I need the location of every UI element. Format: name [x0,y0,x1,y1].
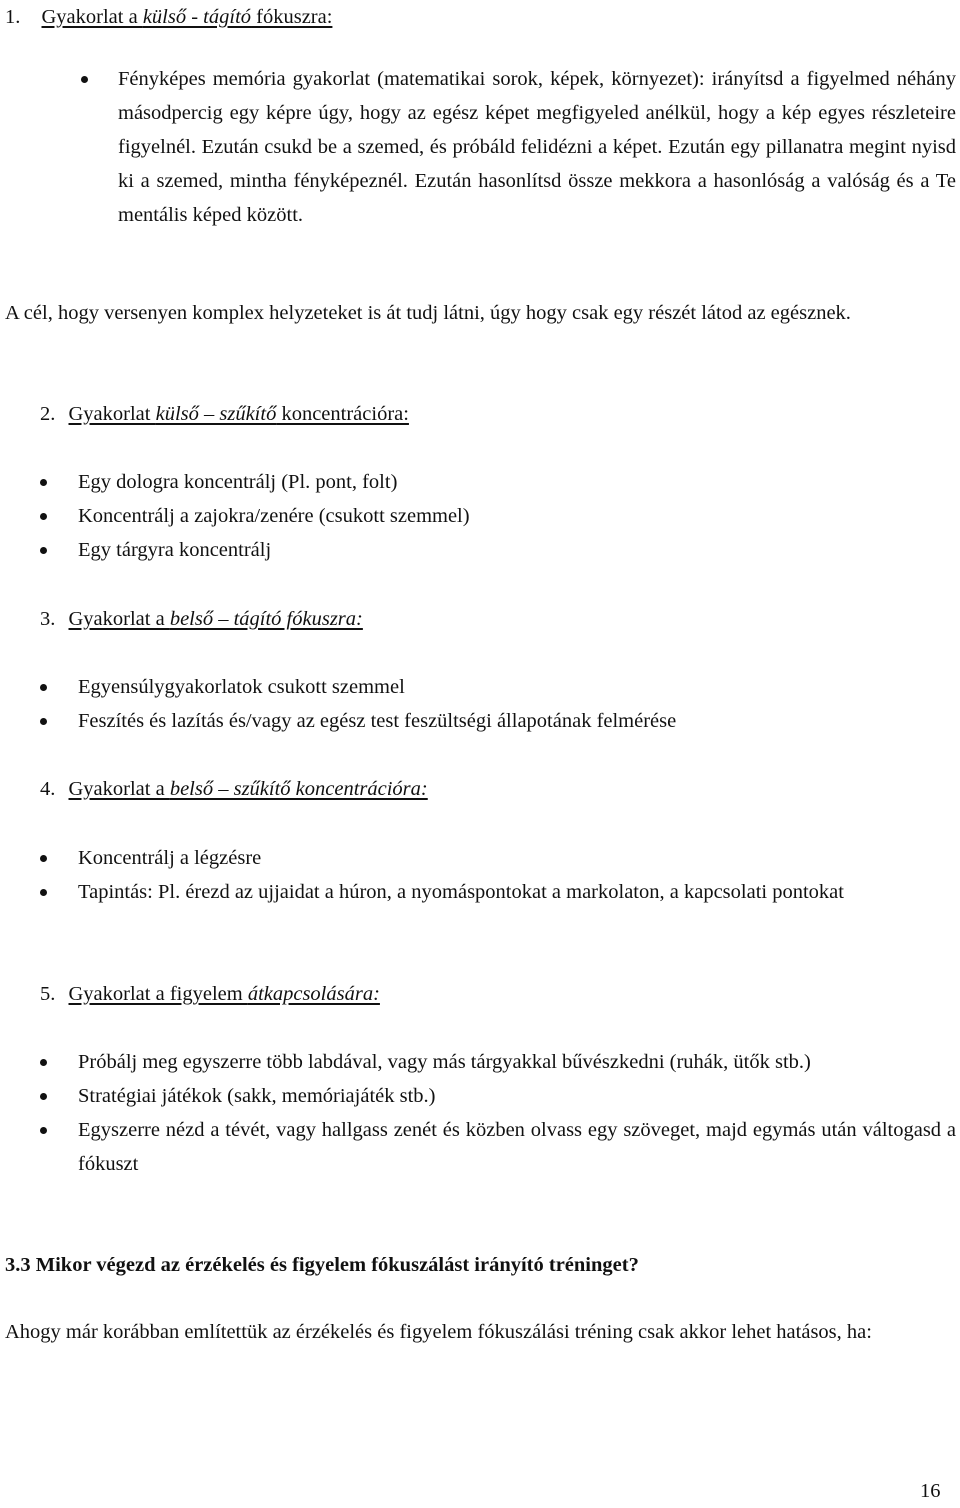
list-item: Koncentrálj a légzésre [0,841,956,875]
section-3-bullet-list [0,670,956,738]
section-1-title: Gyakorlat a külső - tágító fókuszra: [41,6,333,28]
section-2-heading [40,397,940,431]
section-4-bullet-list [0,841,956,909]
section-1-number: 1. [5,6,21,28]
bullet-icon [81,76,88,83]
section-2-bullet-list [0,465,956,567]
section-5-title: Gyakorlat a figyelem átkapcsolására: [68,983,380,1005]
bullet-icon [40,718,47,725]
bullet-icon [40,1093,47,1100]
section-1-heading [5,0,945,34]
section-2-number: 2. [40,403,56,425]
section-2-title: Gyakorlat külső – szűkítő koncentrációra: [68,403,409,425]
bullet-icon [40,684,47,691]
section-5-heading [40,977,940,1011]
section-3-number: 3. [40,608,56,630]
list-item: Egyensúlygyakorlatok csukott szemmel [0,670,956,704]
section-3-title: Gyakorlat a belső – tágító fókuszra: [68,608,363,630]
bullet-icon [40,855,47,862]
section-3-heading [40,602,940,636]
list-item: Fényképes memória gyakorlat (matematikai sorok, képek, környezet): irányítsd a figyelmed néhány másodpercig egy képre úgy, hogy az egész képet megfigyeled anélkül, hogy a kép egyes részleteire figyelnél. Ezután csukd be a szemed, és próbáld felidézni a képet. Ezután egy pillanatra megint nyisd ki a szemed, mintha fényképeznél. Ezután hasonlítsd össze mekkora a hasonlóság a valóság és a Te mentális képed között. [0,62,956,232]
section-1-bullet-list [0,62,956,232]
section-1-paragraph: A cél, hogy versenyen komplex helyzeteket is át tudj látni, úgy hogy csak egy részét látod az egésznek. [5,302,851,324]
page-number: 16 [920,1480,941,1502]
list-item: Stratégiai játékok (sakk, memóriajáték stb.) [0,1079,956,1113]
bullet-icon [40,547,47,554]
bullet-icon [40,1059,47,1066]
list-item: Próbálj meg egyszerre több labdával, vagy más tárgyakkal bűvészkedni (ruhák, ütők stb.) [0,1045,956,1079]
bullet-icon [40,479,47,486]
section-5-number: 5. [40,983,56,1005]
subsection-heading: 3.3 Mikor végezd az érzékelés és figyelem fókuszálást irányító tréninget? [5,1254,639,1276]
section-4-title: Gyakorlat a belső – szűkítő koncentrációra: [68,778,428,800]
list-item: Egy tárgyra koncentrálj [0,533,956,567]
list-item: Tapintás: Pl. érezd az ujjaidat a húron, a nyomáspontokat a markolaton, a kapcsolati pontokat [0,875,956,909]
bullet-icon [40,889,47,896]
section-4-heading [40,772,940,806]
list-item: Feszítés és lazítás és/vagy az egész test feszültségi állapotának felmérése [0,704,956,738]
bullet-icon [40,513,47,520]
list-item: Egy dologra koncentrálj (Pl. pont, folt) [0,465,956,499]
list-item: Koncentrálj a zajokra/zenére (csukott szemmel) [0,499,956,533]
bullet-icon [40,1127,47,1134]
section-4-number: 4. [40,778,56,800]
section-5-bullet-list [0,1045,956,1181]
closing-paragraph: Ahogy már korábban említettük az érzékelés és figyelem fókuszálási tréning csak akkor lehet hatásos, ha: [5,1321,872,1343]
list-item: Egyszerre nézd a tévét, vagy hallgass zenét és közben olvass egy szöveget, majd egymás után váltogasd a fókuszt [0,1113,956,1181]
